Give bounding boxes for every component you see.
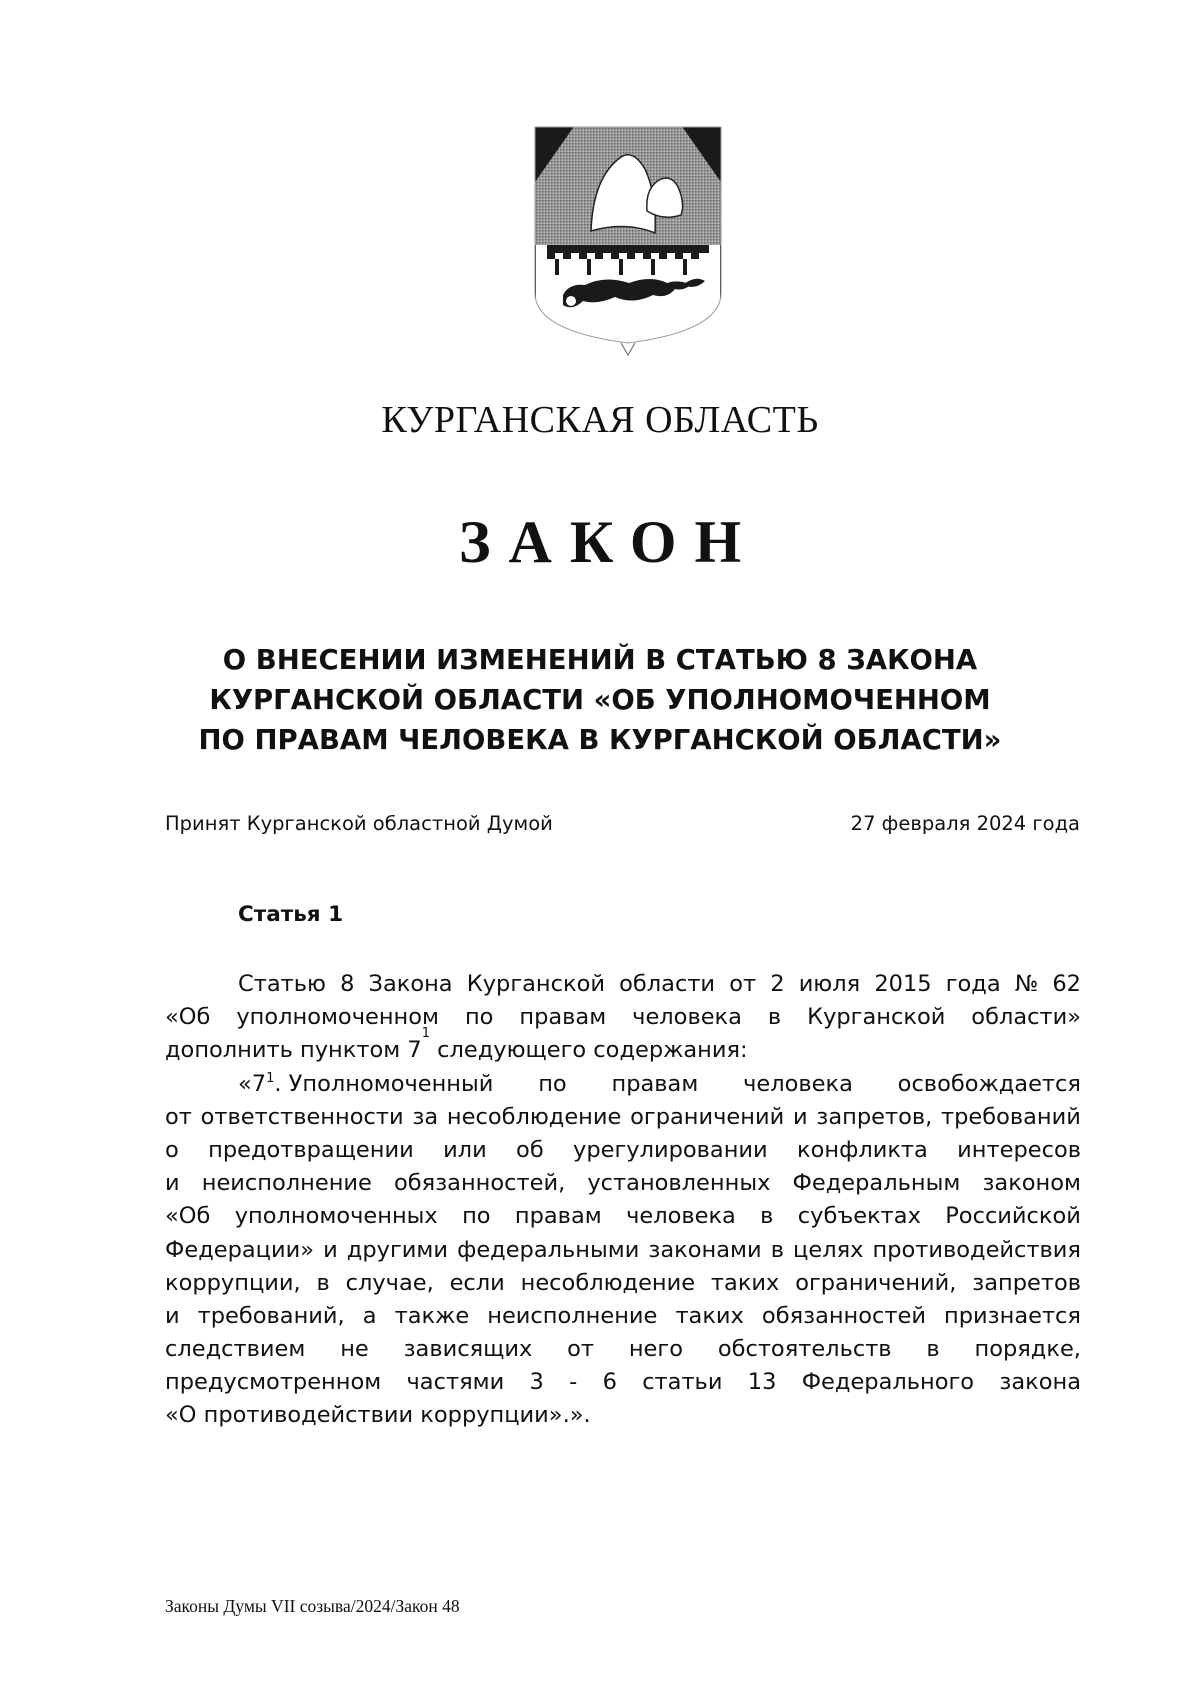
word: 2015 xyxy=(874,971,932,997)
word: конфликта xyxy=(797,1136,928,1163)
word: случае, xyxy=(345,1269,434,1296)
word: правам xyxy=(611,1070,699,1097)
word: другими xyxy=(346,1236,448,1263)
adoption-line xyxy=(165,812,1080,844)
law-subject-title xyxy=(150,640,1050,760)
word: неисполнение xyxy=(201,1170,372,1197)
word: Федерального xyxy=(801,1369,975,1396)
word: субъектах xyxy=(797,1203,921,1230)
text-line xyxy=(165,1267,1081,1300)
word: № xyxy=(1014,971,1039,997)
word: 3 xyxy=(529,1369,544,1396)
word: и xyxy=(165,1302,180,1329)
word: или xyxy=(443,1136,487,1163)
word: 2 xyxy=(770,971,785,997)
word: от xyxy=(567,1336,594,1363)
word: Федерации» xyxy=(165,1236,315,1263)
word: уполномоченном xyxy=(236,1004,439,1031)
word: 13 xyxy=(747,1369,777,1396)
word: за xyxy=(412,1103,439,1130)
superscript: 1 xyxy=(266,1070,275,1086)
word: зависящих xyxy=(403,1336,533,1363)
word: в xyxy=(926,1336,940,1363)
word: и xyxy=(792,1103,808,1130)
subject-line: ПО ПРАВАМ ЧЕЛОВЕКА В КУРГАНСКОЙ ОБЛАСТИ» xyxy=(198,724,1002,756)
word: - xyxy=(569,1369,578,1396)
word: предотвращении xyxy=(208,1136,414,1163)
word: «Об xyxy=(165,1203,211,1230)
text-line xyxy=(165,1333,1081,1366)
word: человека xyxy=(632,1004,742,1031)
word: целях xyxy=(793,1236,864,1263)
adoption-date: 27 февраля 2024 года xyxy=(850,812,1080,835)
word: в xyxy=(760,1203,774,1230)
paragraph-lines xyxy=(165,1101,1081,1400)
region-title: КУРГАНСКАЯ ОБЛАСТЬ xyxy=(381,399,819,441)
text-line xyxy=(165,1134,1081,1167)
word: не xyxy=(340,1336,369,1363)
word: законами xyxy=(648,1236,762,1263)
word: области xyxy=(619,971,716,997)
word: правам xyxy=(519,1004,607,1031)
text-fragment: «О противодействии коррупции».». xyxy=(165,1402,591,1429)
word: него xyxy=(628,1336,683,1363)
word: Статью xyxy=(238,971,326,997)
word: по xyxy=(464,1004,494,1031)
word: области» xyxy=(971,1004,1081,1031)
text-line xyxy=(165,1026,1081,1067)
article-heading: Статья 1 xyxy=(238,902,344,927)
text-line xyxy=(165,1200,1081,1233)
word: в xyxy=(770,1236,784,1263)
word: порядке, xyxy=(974,1336,1081,1363)
word: человека xyxy=(626,1203,736,1230)
word: интересов xyxy=(957,1136,1081,1163)
word: ответственности xyxy=(200,1103,404,1130)
word: законом xyxy=(982,1170,1081,1197)
word: предусмотренном xyxy=(165,1369,382,1396)
word: запретов xyxy=(972,1269,1081,1296)
word: федеральными xyxy=(457,1236,640,1263)
text-line xyxy=(165,1234,1081,1267)
text-line xyxy=(165,1001,1081,1034)
word: противодействия xyxy=(872,1236,1081,1263)
coat-of-arms-emblem xyxy=(533,125,723,357)
word: статьи xyxy=(642,1369,723,1396)
word: обязанностей, xyxy=(394,1170,566,1197)
text-line xyxy=(165,1399,1081,1432)
word: от xyxy=(729,971,757,997)
superscript: 1 xyxy=(421,1026,430,1042)
subject-line: О ВНЕСЕНИИ ИЗМЕНЕНИЙ В СТАТЬЮ 8 ЗАКОНА xyxy=(222,644,978,676)
word: и xyxy=(165,1170,180,1197)
word: в xyxy=(316,1269,330,1296)
word: освобождается xyxy=(897,1070,1081,1097)
word: обстоятельств xyxy=(717,1336,892,1363)
word: коррупции, xyxy=(165,1269,301,1296)
word: обязанностей xyxy=(761,1302,926,1329)
word: закона xyxy=(999,1369,1081,1396)
word: признается xyxy=(944,1302,1081,1329)
text-line xyxy=(165,1101,1081,1134)
text-fragment xyxy=(238,1068,493,1101)
word: Курганской xyxy=(466,971,605,997)
document-footer: Законы Думы VII созыва/2024/Закон 48 xyxy=(165,1596,460,1616)
word: «Об xyxy=(165,1004,211,1031)
word: а xyxy=(362,1302,377,1329)
word: уполномоченных xyxy=(234,1203,438,1230)
word: человека xyxy=(743,1070,853,1097)
word: Федеральным xyxy=(792,1170,961,1197)
text-line xyxy=(165,968,1081,1001)
adopted-by: Принят Курганской областной Думой xyxy=(165,812,553,835)
word: ограничений xyxy=(630,1103,785,1130)
text-line xyxy=(165,1366,1081,1399)
word: если xyxy=(449,1269,505,1296)
word: установленных xyxy=(587,1170,771,1197)
word: по xyxy=(462,1203,491,1230)
word: о xyxy=(165,1136,179,1163)
word: Курганской xyxy=(807,1004,946,1031)
text-fragment: дополнить пунктом 7 xyxy=(165,1037,422,1064)
article-body xyxy=(165,968,1081,1433)
word: частями xyxy=(406,1369,505,1396)
word: несоблюдение xyxy=(446,1103,622,1130)
text-fragment: . Уполномоченный xyxy=(274,1070,494,1097)
text-line xyxy=(165,1167,1081,1200)
word: запретов, xyxy=(816,1103,933,1130)
word: года xyxy=(945,971,1001,997)
word: таких xyxy=(710,1269,780,1296)
word: урегулировании xyxy=(573,1136,768,1163)
word: несоблюдение xyxy=(520,1269,696,1296)
word: по xyxy=(538,1070,567,1097)
word: от xyxy=(165,1103,192,1130)
word: июля xyxy=(798,971,861,997)
word: таких xyxy=(675,1302,744,1329)
word: также xyxy=(394,1302,470,1329)
word: Закона xyxy=(368,971,453,997)
text-fragment: следующего содержания: xyxy=(429,1037,748,1064)
word: в xyxy=(767,1004,782,1031)
subject-line: КУРГАНСКОЙ ОБЛАСТИ «ОБ УПОЛНОМОЧЕННОМ xyxy=(209,684,991,716)
word: об xyxy=(516,1136,544,1163)
text-line xyxy=(165,1068,1081,1101)
quoted-item-number: «7 xyxy=(238,1070,267,1097)
word: ограничений, xyxy=(795,1269,957,1296)
word: 6 xyxy=(602,1369,617,1396)
word: требований, xyxy=(197,1302,345,1329)
word: правам xyxy=(514,1203,602,1230)
word: требований xyxy=(941,1103,1081,1130)
document-type-title: ЗАКОН xyxy=(458,509,760,575)
text-line xyxy=(165,1300,1081,1333)
word: Российской xyxy=(945,1203,1081,1230)
word: 62 xyxy=(1052,971,1081,997)
word: и xyxy=(323,1236,338,1263)
word: следствием xyxy=(165,1336,306,1363)
word: 8 xyxy=(340,971,355,997)
word: неисполнение xyxy=(487,1302,658,1329)
